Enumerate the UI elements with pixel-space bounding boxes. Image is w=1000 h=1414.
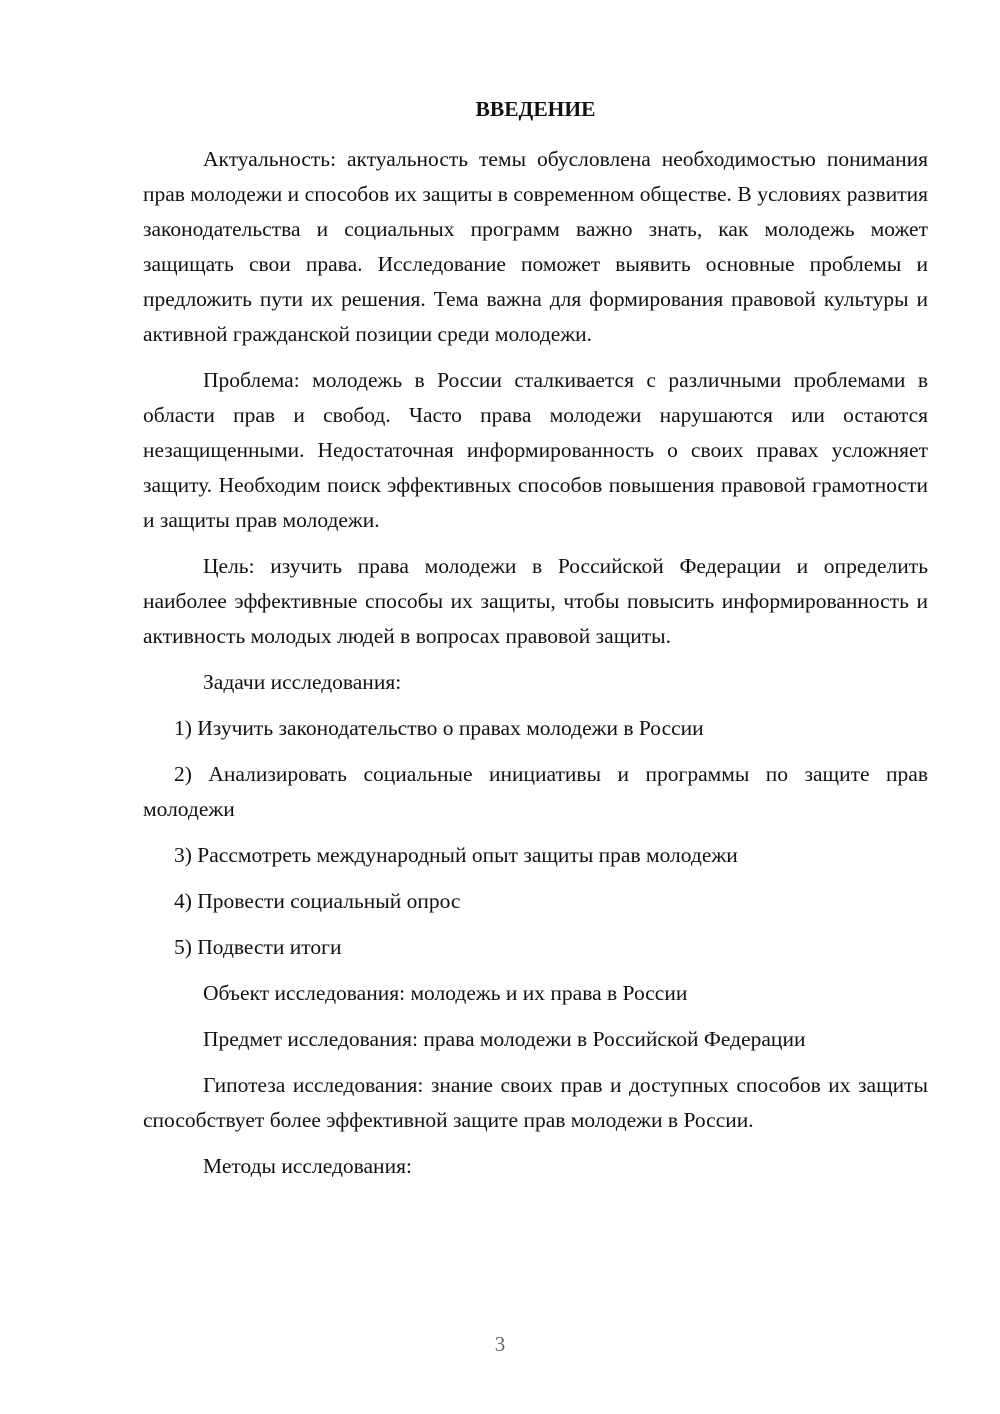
page-title: ВВЕДЕНИЕ: [475, 97, 596, 121]
task-item-4: 4) Провести социальный опрос: [174, 889, 461, 913]
subject-paragraph: Предмет исследования: права молодежи в Российской Федерации: [203, 1027, 806, 1051]
tasks-heading: Задачи исследования:: [203, 670, 402, 694]
document-page: [143, 92, 928, 1195]
methods-heading: Методы исследования:: [203, 1154, 412, 1178]
relevance-paragraph: Актуальность: актуальность темы обусловлена необходимостью понимания прав молодежи и способов их защиты в современном обществе. В условиях развития законодательства и социальных программ важно знать, как молодежь может защищать свои права. Исследование поможет выявить основные проблемы и предложить пути их решения. Тема важна для формирования правовой культуры и активной гражданской позиции среди молодежи.: [143, 147, 928, 346]
task-item-1: 1) Изучить законодательство о правах молодежи в России: [174, 716, 704, 740]
hypothesis-paragraph: Гипотеза исследования: знание своих прав и доступных способов их защиты способствует более эффективной защите прав молодежи в России.: [143, 1073, 928, 1132]
problem-paragraph: Проблема: молодежь в России сталкивается с различными проблемами в области прав и свобод. Часто права молодежи нарушаются или остаются незащищенными. Недостаточная информированность о своих правах усложняет защиту. Необходим поиск эффективных способов повышения правовой грамотности и защиты прав молодежи.: [143, 368, 928, 532]
task-item-5: 5) Подвести итоги: [174, 935, 342, 959]
page-number: 3: [494, 1332, 506, 1356]
task-item-3: 3) Рассмотреть международный опыт защиты прав молодежи: [174, 843, 738, 867]
goal-paragraph: Цель: изучить права молодежи в Российской Федерации и определить наиболее эффективные способы их защиты, чтобы повысить информированность и активность молодых людей в вопросах правовой защиты.: [143, 554, 928, 648]
object-paragraph: Объект исследования: молодежь и их права в России: [203, 981, 688, 1005]
task-item-2: 2) Анализировать социальные инициативы и программы по защите прав молодежи: [143, 762, 928, 821]
